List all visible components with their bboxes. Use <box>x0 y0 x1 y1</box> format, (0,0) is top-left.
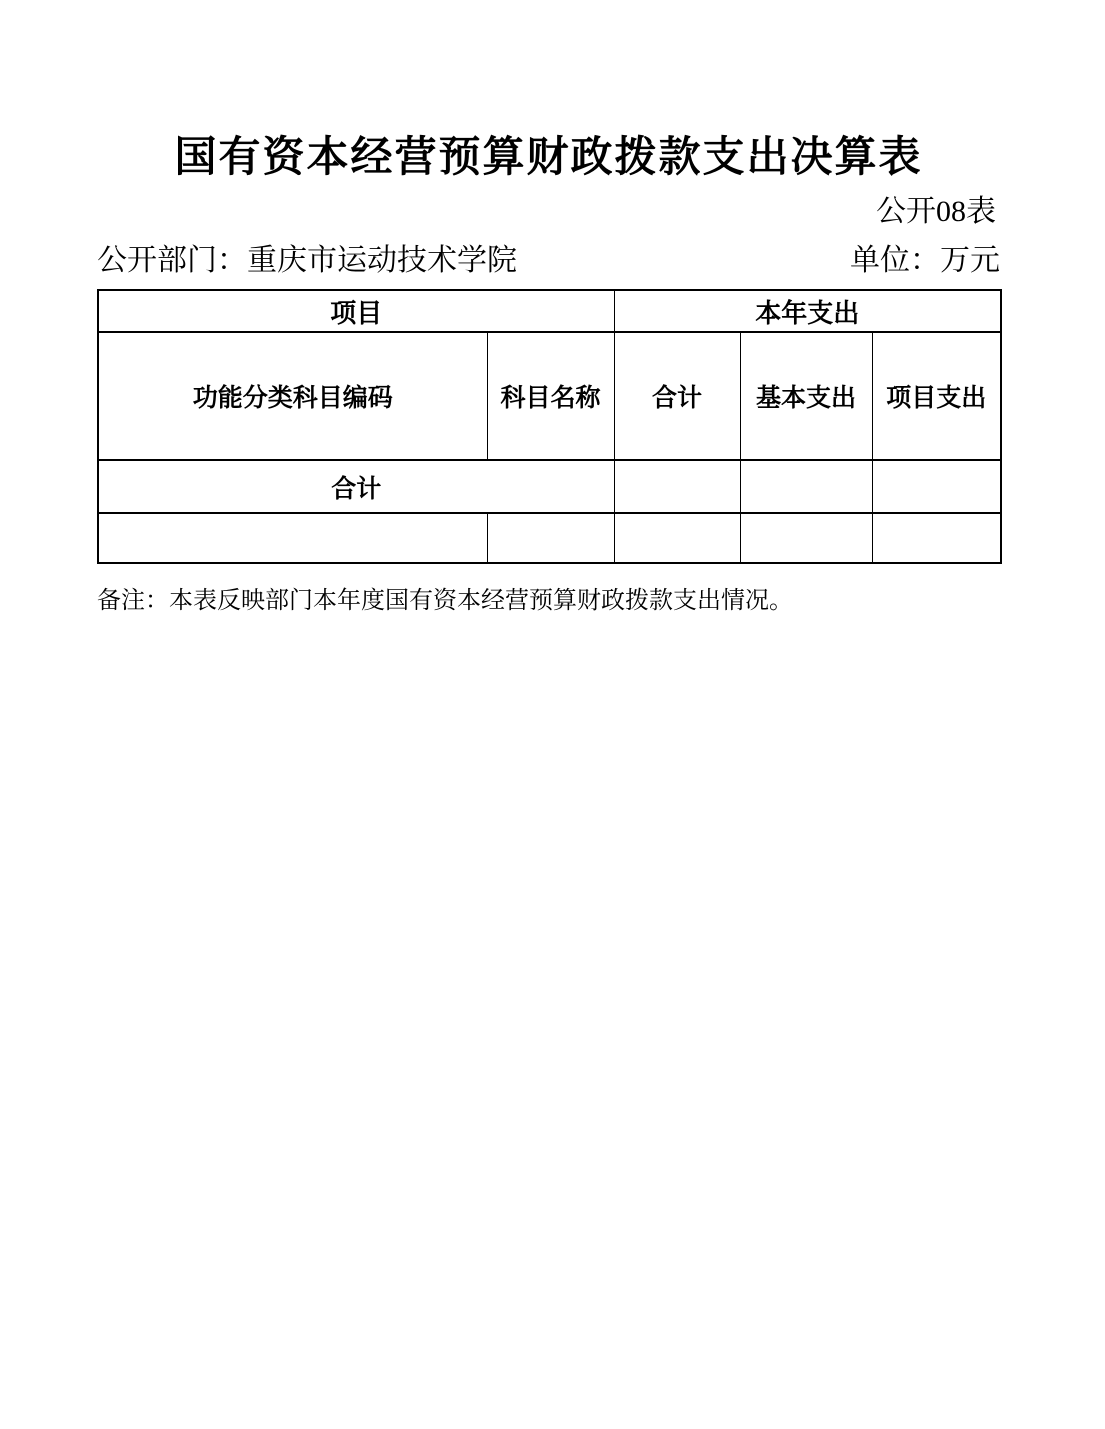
total-row-total-cell <box>614 460 740 513</box>
meta-row <box>97 241 1000 281</box>
header-current-year-expenditure: 本年支出 <box>614 290 1001 332</box>
table-group-header-row <box>98 290 1001 332</box>
empty-row-basic-cell <box>740 513 872 563</box>
header-project-expenditure: 项目支出 <box>872 332 1001 460</box>
department-value: 重庆市运动技术学院 <box>247 244 517 277</box>
document-page <box>97 0 1000 616</box>
empty-row-total-cell <box>614 513 740 563</box>
empty-row-project-cell <box>872 513 1001 563</box>
empty-row-function-code-cell <box>98 513 487 563</box>
expenditure-table <box>97 289 1002 564</box>
table-column-header-row <box>98 332 1001 460</box>
header-basic-expenditure: 基本支出 <box>740 332 872 460</box>
unit-value: 万元 <box>940 244 1000 277</box>
total-row-basic-cell <box>740 460 872 513</box>
table-note: 备注：本表反映部门本年度国有资本经营预算财政拨款支出情况。 <box>97 588 793 614</box>
empty-row-subject-name-cell <box>487 513 614 563</box>
document-title: 国有资本经营预算财政拨款支出决算表 <box>174 133 923 180</box>
unit-label: 单位： <box>850 244 940 277</box>
total-row-label: 合计 <box>98 460 614 513</box>
table-row-total <box>98 460 1001 513</box>
table-row-empty <box>98 513 1001 563</box>
department-label: 公开部门： <box>97 244 247 277</box>
header-subject-name: 科目名称 <box>487 332 614 460</box>
department-line <box>97 241 517 281</box>
header-function-code: 功能分类科目编码 <box>98 332 487 460</box>
unit-line <box>850 241 1000 281</box>
header-total: 合计 <box>614 332 740 460</box>
header-project: 项目 <box>98 290 614 332</box>
table-code-label: 公开08表 <box>876 195 996 228</box>
total-row-project-cell <box>872 460 1001 513</box>
